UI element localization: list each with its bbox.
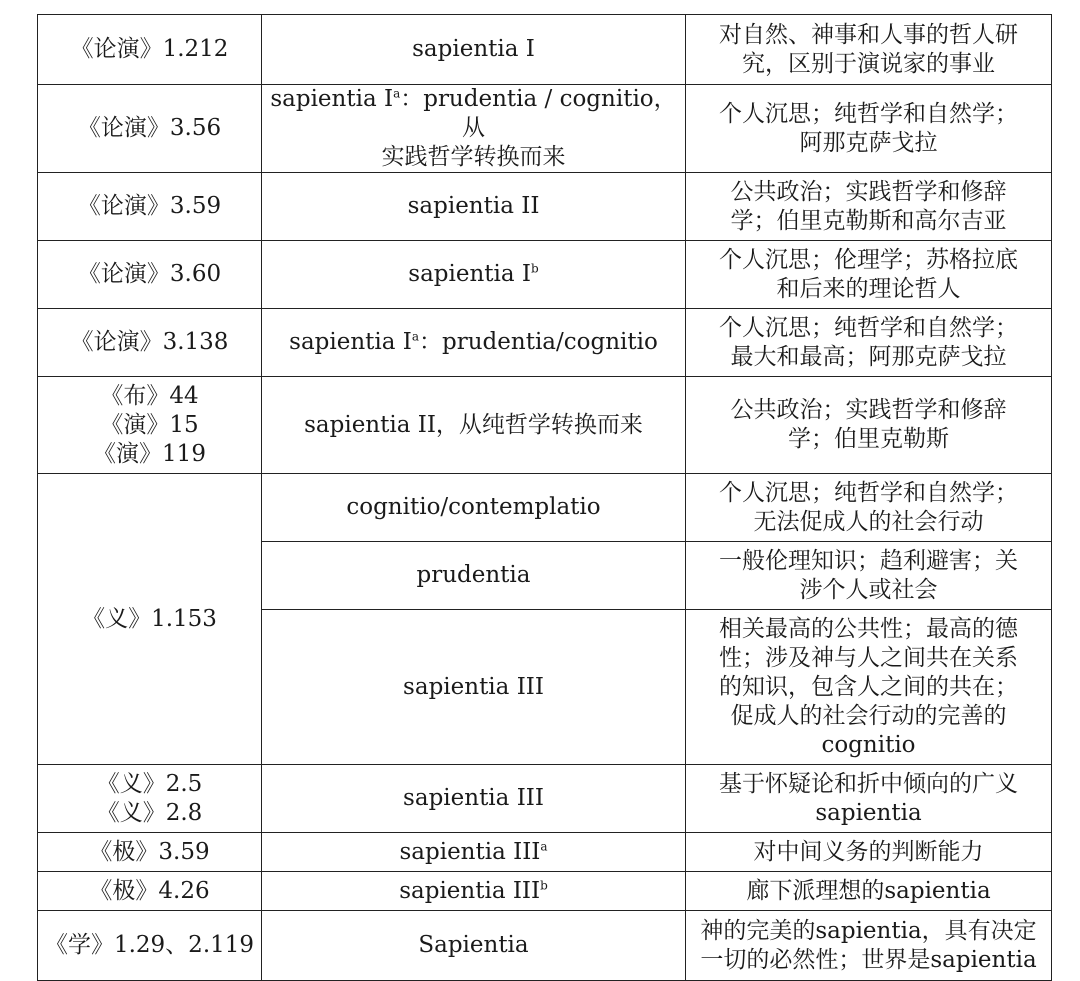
description-line: 阿那克萨戈拉 <box>799 129 938 156</box>
description-cell <box>686 377 1052 474</box>
concept-term: sapientia I <box>289 329 412 355</box>
source-line: 《布》44 <box>100 382 199 409</box>
source-line: 《义》2.8 <box>96 799 203 826</box>
concept-cell: cognitio/contemplatio <box>262 474 686 542</box>
description-line: sapientia <box>815 799 922 826</box>
description-line: 基于怀疑论和折中倾向的广义 <box>719 770 1018 797</box>
description-line: 个人沉思；纯哲学和自然学； <box>719 100 1018 127</box>
concept-superscript: a <box>411 329 420 344</box>
concept-tail-line: 实践哲学转换而来 <box>381 144 566 170</box>
concept-cell: sapientia III <box>262 610 686 765</box>
concept-cell: prudentia <box>262 542 686 610</box>
description-line: 涉个人或社会 <box>799 576 938 603</box>
concept-cell <box>262 85 686 173</box>
table-row <box>38 474 1052 542</box>
concept-superscript: b <box>540 877 548 892</box>
table-row <box>38 833 1052 872</box>
source-cell: 《极》3.59 <box>38 833 262 872</box>
description-line: 究，区别于演说家的事业 <box>742 50 995 77</box>
description-line: 一切的必然性；世界是sapientia <box>700 946 1037 973</box>
description-line: 个人沉思；纯哲学和自然学； <box>719 479 1018 506</box>
description-line: 学；伯里克勒斯 <box>788 426 949 452</box>
description-cell <box>686 309 1052 377</box>
description-cell <box>686 15 1052 85</box>
source-cell: 《论演》3.60 <box>38 241 262 309</box>
table-row <box>38 15 1052 85</box>
description-cell: 廊下派理想的sapientia <box>686 872 1052 911</box>
description-line: 的知识，包含人之间的共在； <box>719 673 1018 700</box>
table-row <box>38 872 1052 911</box>
concept-cell <box>262 833 686 872</box>
source-cell <box>38 765 262 833</box>
source-line: 《演》119 <box>93 440 206 467</box>
description-line: 公共政治；实践哲学和修辞 <box>730 178 1007 205</box>
description-cell <box>686 173 1052 241</box>
description-cell <box>686 542 1052 610</box>
description-line: 公共政治；实践哲学和修辞 <box>730 397 1007 423</box>
description-line: 促成人的社会行动的完善的 <box>730 702 1007 729</box>
table-row <box>38 765 1052 833</box>
description-line: 个人沉思；伦理学；苏格拉底 <box>719 246 1018 273</box>
sapientia-table <box>37 14 1052 981</box>
concept-cell <box>262 309 686 377</box>
table-row <box>38 911 1052 981</box>
description-cell <box>686 474 1052 542</box>
table-row <box>38 241 1052 309</box>
concept-tail: ：prudentia / cognitio，从 <box>400 86 677 141</box>
source-cell: 《论演》3.138 <box>38 309 262 377</box>
table-row <box>38 173 1052 241</box>
description-line: 最大和最高；阿那克萨戈拉 <box>730 343 1007 370</box>
description-line: cognitio <box>821 731 916 758</box>
description-line: 相关最高的公共性；最高的德 <box>719 615 1018 642</box>
description-line: 个人沉思；纯哲学和自然学； <box>719 314 1018 341</box>
description-cell <box>686 610 1052 765</box>
concept-cell: sapientia II <box>262 173 686 241</box>
concept-cell: sapientia III <box>262 765 686 833</box>
description-cell <box>686 765 1052 833</box>
table-row <box>38 377 1052 474</box>
table-row <box>38 309 1052 377</box>
description-line: 性；涉及神与人之间共在关系 <box>719 644 1018 671</box>
concept-superscript: a <box>393 86 401 101</box>
description-line: 一般伦理知识；趋利避害；关 <box>719 547 1018 574</box>
source-cell: 《论演》1.212 <box>38 15 262 85</box>
source-cell: 《学》1.29、2.119 <box>38 911 262 981</box>
description-line: 和后来的理论哲人 <box>776 275 961 302</box>
description-cell <box>686 911 1052 981</box>
concept-term: sapientia I <box>270 86 394 112</box>
description-line: 无法促成人的社会行动 <box>753 508 984 535</box>
source-cell: 《极》4.26 <box>38 872 262 911</box>
concept-cell: Sapientia <box>262 911 686 981</box>
concept-term: sapientia III <box>399 877 541 904</box>
source-line: 《义》2.5 <box>96 770 203 797</box>
concept-tail: ：prudentia/cognitio <box>419 329 658 355</box>
source-cell: 《义》1.153 <box>38 474 262 765</box>
description-cell <box>686 241 1052 309</box>
concept-cell: sapientia II，从纯哲学转换而来 <box>262 377 686 474</box>
concept-cell: sapientia I <box>262 15 686 85</box>
source-cell: 《论演》3.59 <box>38 173 262 241</box>
concept-cell <box>262 872 686 911</box>
table-row <box>38 85 1052 173</box>
source-line: 《演》15 <box>100 411 199 438</box>
description-line: 对自然、神事和人事的哲人研 <box>719 21 1018 48</box>
source-cell: 《论演》3.56 <box>38 85 262 173</box>
description-line: 神的完美的sapientia，具有决定 <box>700 917 1037 944</box>
concept-superscript: a <box>540 838 548 853</box>
concept-term: sapientia III <box>399 838 541 865</box>
source-cell <box>38 377 262 474</box>
description-cell <box>686 85 1052 173</box>
concept-superscript: b <box>531 261 539 276</box>
description-cell: 对中间义务的判断能力 <box>686 833 1052 872</box>
concept-cell <box>262 241 686 309</box>
description-line: 学；伯里克勒斯和高尔吉亚 <box>730 207 1007 234</box>
concept-term: sapientia I <box>408 261 532 287</box>
